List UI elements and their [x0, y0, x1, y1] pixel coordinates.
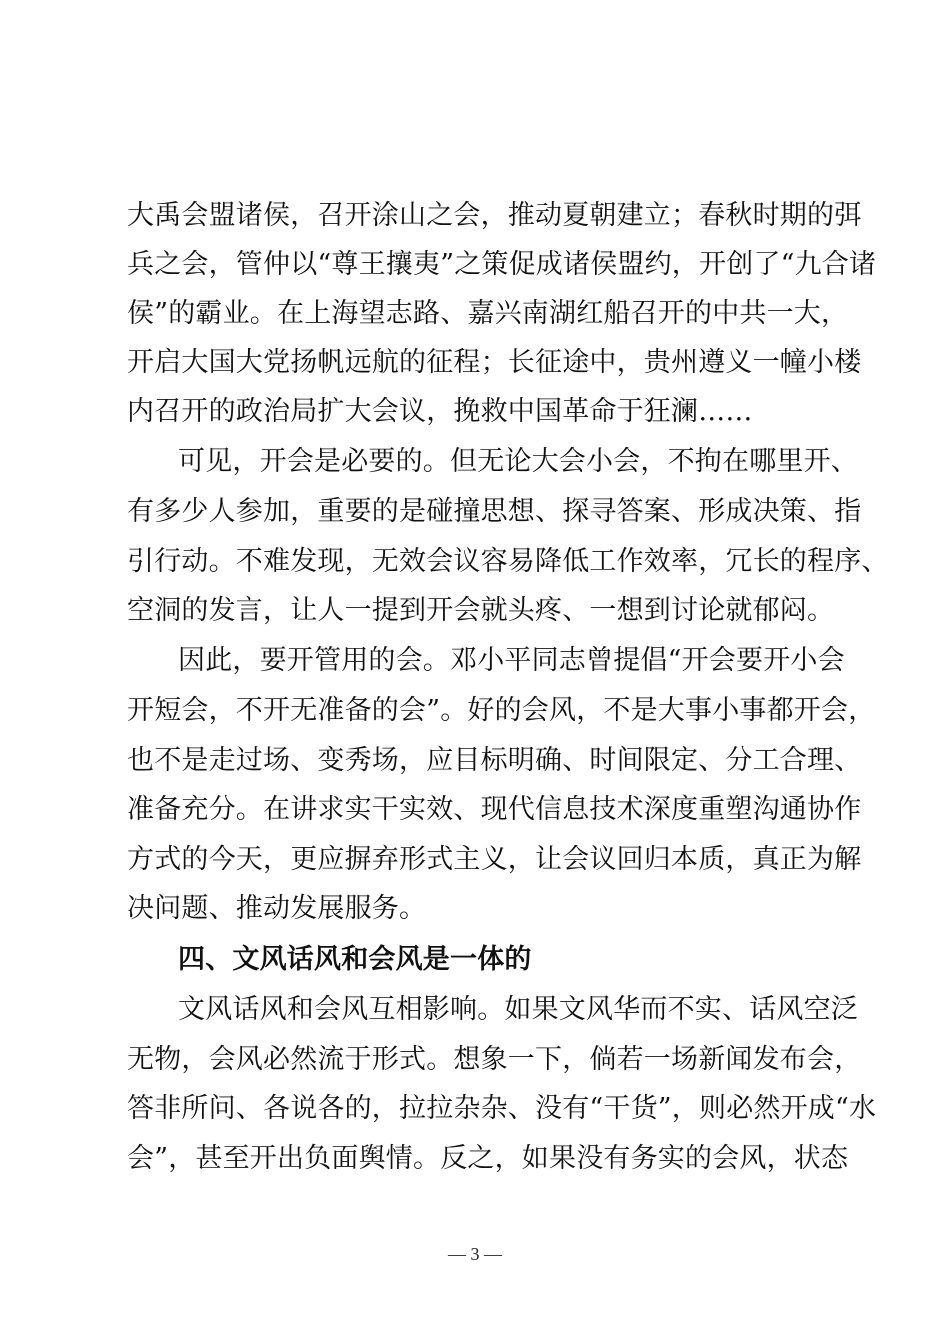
text-line: 也不是走过场、变秀场，应目标明确、时间限定、分工合理、	[127, 745, 862, 776]
text-line: 开短会，不开无准备的会”。好的会风，不是大事小事都开会，	[127, 695, 876, 726]
text-line: 无物，会风必然流于形式。想象一下，倘若一场新闻发布会，	[127, 1044, 862, 1075]
paragraph-start: 可见，开会是必要的。但无论大会小会，不拘在哪里开、	[178, 446, 858, 477]
page-number: — 3 —	[448, 1244, 502, 1264]
text-line: 空洞的发言，让人一提到开会就头疼、一想到讨论就郁闷。	[127, 595, 835, 626]
paragraph-start: 文风话风和会风互相影响。如果文风华而不实、话风空泛	[178, 994, 858, 1025]
text-line: 答非所问、各说各的，拉拉杂杂、没有“干货”，则必然开成“水	[127, 1093, 877, 1124]
text-line: 引行动。不难发现，无效会议容易降低工作效率，冗长的程序、	[127, 546, 889, 577]
paragraph-start: 因此，要开管用的会。邓小平同志曾提倡“开会要开小会	[178, 645, 845, 676]
text-line: 方式的今天，更应摒弃形式主义，让会议回归本质，真正为解	[127, 844, 862, 875]
text-line: 开启大国大党扬帆远航的征程；长征途中，贵州遵义一幢小楼	[127, 347, 862, 378]
text-line: 内召开的政治局扩大会议，挽救中国革命于狂澜……	[127, 396, 753, 427]
section-heading: 四、文风话风和会风是一体的	[178, 944, 532, 975]
text-line: 兵之会，管仲以“尊王攘夷”之策促成诸侯盟约，开创了“九合诸	[127, 249, 877, 280]
text-line: 大禹会盟诸侯，召开涂山之会，推动夏朝建立；春秋时期的弭	[127, 200, 862, 231]
text-line: 会”，甚至开出负面舆情。反之，如果没有务实的会风，状态	[127, 1143, 849, 1174]
text-line: 决问题、推动发展服务。	[127, 893, 427, 924]
text-line: 侯”的霸业。在上海望志路、嘉兴南湖红船召开的中共一大，	[127, 298, 849, 329]
text-line: 有多少人参加，重要的是碰撞思想、探寻答案、形成决策、指	[127, 496, 862, 527]
text-line: 准备充分。在讲求实干实效、现代信息技术深度重塑沟通协作	[127, 794, 862, 825]
